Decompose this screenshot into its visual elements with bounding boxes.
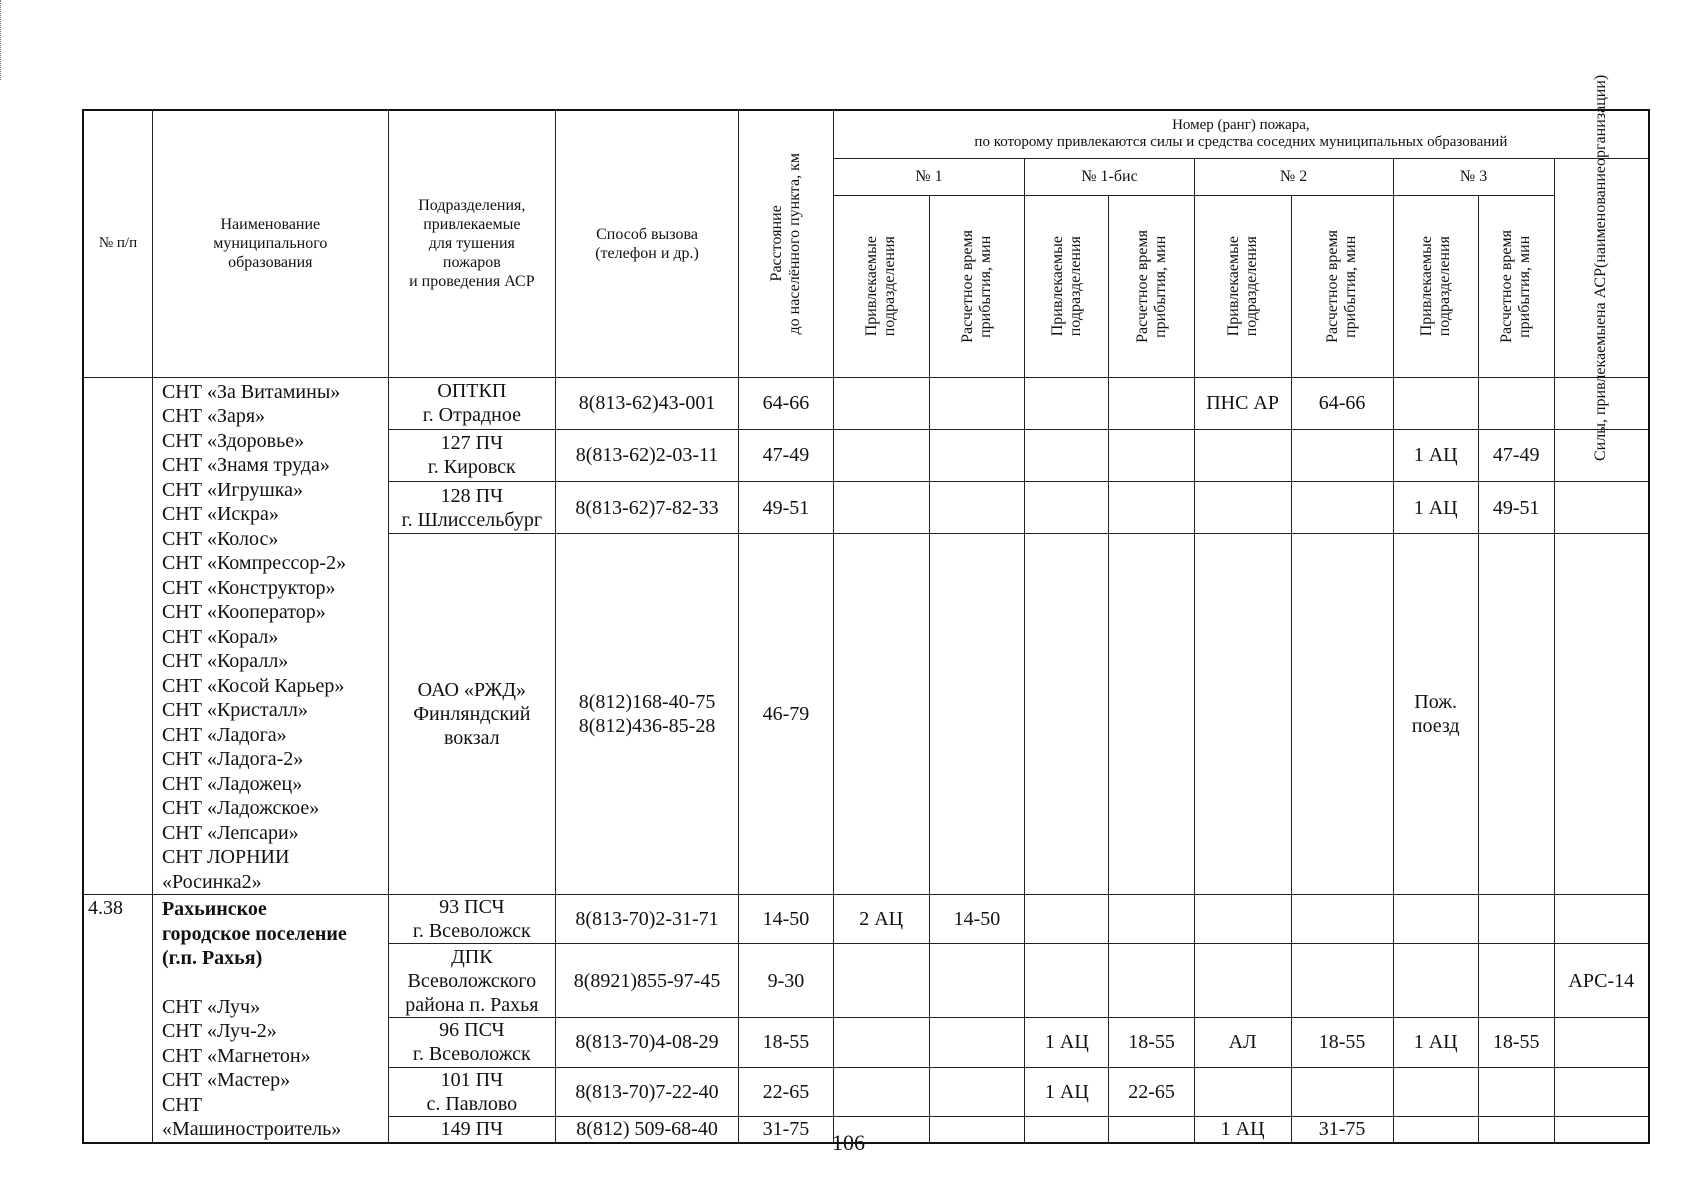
cell-r3u: Пож. поезд [1393,534,1478,895]
cell-phone-line: 8(813-62)7-82-33 [575,496,719,519]
header-line: подразделения [1242,236,1260,337]
header-sub-units [1025,195,1109,377]
cell-phone-line: 8(812)436-85-28 [578,715,716,738]
municipality-names [152,377,388,895]
cell-phone [555,1018,738,1067]
header-line: привлекаемые [423,216,521,234]
list-item: СНТ «Конструктор» [161,576,336,599]
header-line: Привлекаемые [1224,236,1242,337]
cell-unit-line: Всеволожского [407,969,537,992]
header-rank-1: № 1 [833,158,1025,195]
cell-r2u [1194,895,1291,944]
list-item: СНТ «Кооператор» [161,601,326,623]
cell-r3u: 1 АЦ [1393,1018,1478,1067]
cell-r1bu [1025,482,1109,534]
cell-number: 4.38 [83,895,152,1143]
header-line: подразделения [1066,236,1084,337]
header-line: (телефон и др.) [595,244,699,262]
cell-phone-line: 8(813-70)4-08-29 [575,1031,719,1054]
table-row [83,377,1649,429]
cell-r2u: АЛ [1194,1018,1291,1067]
municipality-title [162,897,382,971]
header-line: прибытия, мин [1342,235,1360,338]
list-item: СНТ «Ладожец» [161,772,303,795]
title-line: Рахьинское [161,898,267,920]
cell-unit-line: района п. Рахья [405,993,539,1016]
cell-r3t: 18-55 [1478,1018,1554,1067]
list-item: СНТ «Кристалл» [161,699,308,721]
cell-r2t [1291,429,1393,481]
cell-unit-line: 101 ПЧ [440,1068,504,1091]
cell-r3u [1393,1067,1478,1116]
cell-unit-line: 149 ПЧ [440,1118,504,1141]
cell-phone-line: 8(812) 509-68-40 [576,1118,718,1141]
header-line: по которому привлекаются силы и средства соседних муниципальных образований [974,134,1508,151]
cell-unit-line: г. Всеволожск [412,1043,531,1066]
cell-dist: 64-66 [739,377,834,429]
cell-r1u [833,1067,929,1116]
cell-unit [388,944,555,1018]
cell-asr [1554,482,1649,534]
header-sub-time [1291,195,1393,377]
list-item: СНТ «Колос» [161,527,279,550]
cell-dist: 22-65 [739,1067,834,1116]
cell-dist: 46-79 [739,534,834,895]
cell-r2t: 31-75 [1291,1117,1393,1143]
cell-r1bt [1109,482,1194,534]
header-line: прибытия, мин [1151,235,1169,338]
header-line: подразделения [1435,236,1453,337]
cell-r3t: 47-49 [1478,429,1554,481]
header-call-method [555,110,738,377]
cell-unit-line: 128 ПЧ [440,484,504,507]
cell-asr [1554,534,1649,895]
cell-phone [555,534,738,895]
title-line: городское поселение [161,922,347,945]
cell-r1bt: 18-55 [1109,1018,1194,1067]
list-item: СНТ «Ладога» [161,723,287,746]
header-line: прибытия, мин [1516,235,1534,338]
cell-r1u: 2 АЦ [833,895,929,944]
cell-dist: 14-50 [739,895,834,944]
cell-unit-line: с. Павлово [426,1092,518,1115]
list-item: СНТ «Лепсари» [161,821,299,844]
cell-r1t [929,944,1025,1018]
header-line: Расчетное время [1324,229,1342,343]
cell-r1t [929,1067,1025,1116]
cell-number [83,377,152,895]
cell-r2t [1291,482,1393,534]
cell-r1bt [1109,944,1194,1018]
cell-unit-line: Финляндский [413,703,531,726]
list-item: СНТ «Косой Карьер» [161,674,345,697]
list-item: СНТ «Компрессор-2» [161,552,347,574]
header-line: организации) [1592,74,1610,166]
cell-r3t [1478,895,1554,944]
header-rank-1bis: № 1-бис [1025,158,1194,195]
cell-unit-line: 96 ПСЧ [439,1019,505,1042]
cell-dist: 18-55 [739,1018,834,1067]
header-sub-time [1478,195,1554,377]
header-line: Расчетное время [1498,229,1516,343]
cell-r2t: 64-66 [1291,377,1393,429]
list-item: СНТ «Ладожское» [161,797,320,819]
cell-r1bu: 1 АЦ [1025,1067,1109,1116]
header-line: Привлекаемые [1048,236,1066,337]
header-line: образования [228,254,313,272]
page-number: 106 [832,1130,865,1155]
table-body [83,377,1649,1143]
cell-phone-line: 8(813-62)43-001 [578,392,716,415]
cell-phone [555,429,738,481]
header-line: и проведения АСР [409,273,535,291]
title-line: (г.п. Рахья) [161,947,263,969]
cell-unit-line: г. Отрадное [422,404,521,427]
header-rank-3: № 3 [1393,158,1554,195]
scan-edge-mark [0,0,3,80]
cell-phone-line: 8(813-70)7-22-40 [575,1080,719,1103]
header-rank-title [833,110,1649,158]
cell-unit-line: г. Шлиссельбург [401,508,543,531]
header-sub-units [1194,195,1291,377]
header-line: Привлекаемые [863,236,881,337]
cell-r1bu: 1 АЦ [1025,1018,1109,1067]
cell-phone [555,377,738,429]
cell-r1t [929,377,1025,429]
cell-r2t [1291,944,1393,1018]
cell-r2u: ПНС АР [1194,377,1291,429]
header-line: Расчетное время [958,229,976,343]
cell-r2u [1194,482,1291,534]
cell-r2u [1194,534,1291,895]
cell-asr [1554,1018,1649,1067]
cell-r3t [1478,1067,1554,1116]
cell-phone [555,482,738,534]
header-sub-units [833,195,929,377]
list-item: СНТ «Ладога-2» [161,748,304,770]
header-rank-2: № 2 [1194,158,1393,195]
cell-r2t [1291,895,1393,944]
cell-dist: 9-30 [739,944,834,1018]
header-line: Расчетное время [1133,229,1151,343]
cell-unit [388,429,555,481]
cell-unit [388,377,555,429]
cell-unit-line: г. Всеволожск [412,920,531,943]
cell-r1bu [1025,944,1109,1018]
cell-dist: 31-75 [739,1117,834,1143]
list-item: СНТ «Заря» [161,405,266,427]
cell-r1bu [1025,429,1109,481]
cell-r1bu [1025,895,1109,944]
cell-r1u [833,534,929,895]
header-line: (наименование [1592,165,1610,268]
header-line: Номер (ранг) пожара, [1172,117,1310,134]
cell-r2u: 1 АЦ [1194,1117,1291,1143]
cell-unit-line: 127 ПЧ [440,432,504,455]
list-item: «Росинка2» [161,870,262,893]
cell-r2u [1194,1067,1291,1116]
cell-dist: 49-51 [739,482,834,534]
header-municipality [152,110,388,377]
cell-unit-line: ОПТКП [437,380,507,403]
fire-forces-table-wrapper [82,74,1650,1144]
cell-r1bt: 22-65 [1109,1067,1194,1116]
cell-r1u [833,944,929,1018]
cell-asr [1554,1067,1649,1116]
cell-r1u [833,482,929,534]
list-item: СНТ «Знамя труда» [161,454,330,476]
header-sub-time [929,195,1025,377]
cell-r1bt [1109,534,1194,895]
cell-unit [388,895,555,944]
cell-r3u: 1 АЦ [1393,429,1478,481]
cell-r3u [1393,377,1478,429]
cell-r3t [1478,534,1554,895]
cell-r1t [929,534,1025,895]
header-units [388,110,555,377]
list-item: СНТ «За Витамины» [161,380,341,403]
header-line: подразделения [881,236,899,337]
header-line: для тушения [428,235,515,253]
list-item: СНТ «Луч» [161,995,261,1018]
cell-r3t: 49-51 [1478,482,1554,534]
cell-r2t [1291,534,1393,895]
cell-unit-line: ДПК [451,945,493,968]
list-item: СНТ «Искра» [161,503,279,525]
list-item: СНТ «Коралл» [161,650,289,672]
header-number: № п/п [83,110,152,377]
list-item: СНТ «Корал» [161,625,279,648]
cell-phone-line: 8(813-70)2-31-71 [575,908,719,931]
header-distance [739,110,834,377]
header-line: Подразделения, [418,197,526,215]
municipality-names [152,895,388,1143]
cell-r3u [1393,895,1478,944]
cell-r1bt [1109,429,1194,481]
list-item: СНТ ЛОРНИИ [161,846,290,868]
cell-r1bt [1109,377,1194,429]
header-line: Привлекаемые [1417,236,1435,337]
cell-r2t: 18-55 [1291,1018,1393,1067]
header-line: Силы, привлекаемые [1592,317,1610,461]
list-item: СНТ «Игрушка» [161,478,304,501]
list-item: СНТ [161,1093,202,1116]
cell-r1t: 14-50 [929,895,1025,944]
list-item: «Машиностроитель» [161,1118,342,1140]
cell-asr [1554,895,1649,944]
cell-unit-line: 93 ПСЧ [439,896,505,919]
cell-asr: АРС-14 [1554,944,1649,1018]
cell-r1bu [1025,534,1109,895]
cell-r1t [929,1018,1025,1067]
cell-r2u [1194,944,1291,1018]
cell-r2t [1291,1067,1393,1116]
cell-r1u [833,377,929,429]
cell-unit [388,482,555,534]
cell-phone-line: 8(813-62)2-03-11 [575,444,719,467]
header-line: муниципального [213,235,328,253]
header-sub-time [1109,195,1194,377]
cell-phone [555,944,738,1018]
cell-r1t [929,429,1025,481]
cell-phone-line: 8(812)168-40-75 [578,691,716,714]
cell-phone [555,895,738,944]
cell-unit [388,1018,555,1067]
header-line: на АСР [1592,267,1610,318]
cell-r1bt [1109,895,1194,944]
cell-unit-line: г. Кировск [427,456,516,479]
list-item: СНТ «Мастер» [161,1069,291,1091]
cell-r3t [1478,377,1554,429]
list-item: СНТ «Луч-2» [161,1020,277,1042]
list-item: СНТ «Здоровье» [161,429,305,452]
header-line: прибытия, мин [976,235,994,338]
cell-r3u: 1 АЦ [1393,482,1478,534]
header-sub-units [1393,195,1478,377]
header-line: пожаров [442,254,501,272]
cell-phone [555,1067,738,1116]
cell-r1u [833,429,929,481]
header-line: Наименование [220,216,321,234]
cell-phone-line: 8(8921)855-97-45 [573,969,721,992]
cell-r3t [1478,944,1554,1018]
cell-unit-line: вокзал [443,727,500,750]
header-asr-forces [1554,74,1649,461]
header-line: Способ вызова [596,225,698,243]
table-row [83,895,1649,944]
cell-unit-line: ОАО «РЖД» [417,679,526,702]
list-item: СНТ «Магнетон» [161,1044,311,1067]
cell-r1t [929,482,1025,534]
cell-dist: 47-49 [739,429,834,481]
cell-unit [388,1067,555,1116]
cell-r1bu [1025,377,1109,429]
cell-r3u [1393,944,1478,1018]
fire-forces-table [82,74,1650,1144]
cell-unit [388,534,555,895]
cell-r2u [1194,429,1291,481]
header-line: Расстояние [767,205,785,282]
header-line: до населённого пункта, км [785,153,803,335]
cell-r1u [833,1018,929,1067]
